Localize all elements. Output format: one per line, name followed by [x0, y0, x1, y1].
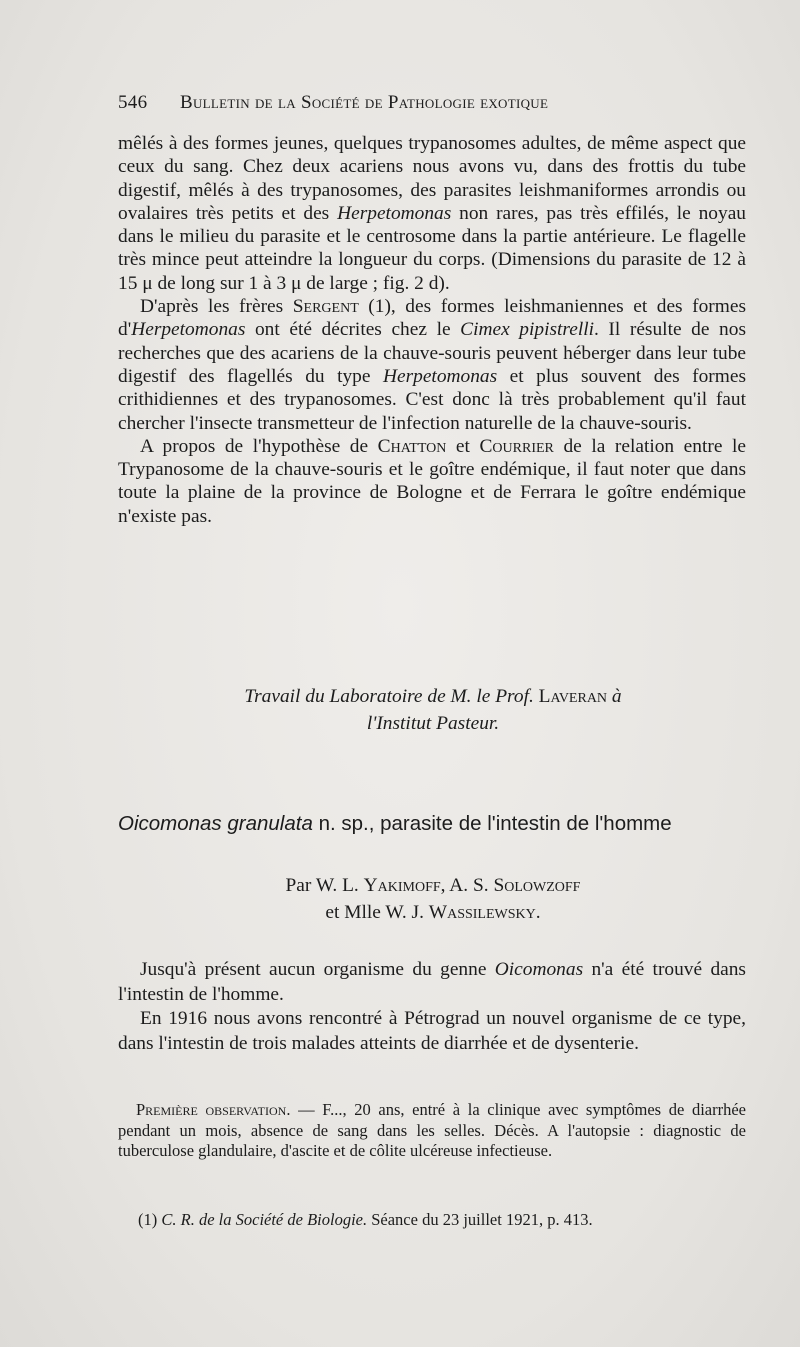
paragraph-5: En 1916 nous avons rencontré à Pétrograd un nouvel organisme de ce type, dans l'intestin de trois malades atteints de diarrhée et de dysenterie.: [118, 1008, 746, 1054]
paragraph-2: D'après les frères Sergent (1), des formes leishmaniennes et des formes d'Herpetomonas ont été décrites chez le Cimex pipistrelli. Il résulte de nos recherches que des acariens de la chauve-souris peuvent héberger dans leur tube digestif des flagellés du type Herpetomonas et plus souvent des formes crithidiennes et des trypanosomes. C'est donc là très probablement qu'il faut chercher l'insecte transmetteur de l'infection naturelle de la chauve-souris.: [118, 296, 746, 434]
footnote: (1) C. R. de la Société de Biologie. Séance du 23 juillet 1921, p. 413.: [138, 1210, 593, 1229]
author-ref-chatton: Chatton: [377, 435, 447, 457]
paragraph-4: Jusqu'à présent aucun organisme du genne Oicomonas n'a été trouvé dans l'intestin de l'homme.: [118, 959, 746, 1005]
running-title: Bulletin de la Société de Pathologie exotique: [180, 92, 549, 113]
article-authors: Par W. L. Yakimoff, A. S. Solowzoff et Mlle W. J. Wassilewsky.: [285, 875, 581, 923]
page-number: 546: [118, 92, 148, 113]
body-text-block: [118, 132, 746, 528]
running-header: [118, 92, 758, 114]
laboratory-signoff: Travail du Laboratoire de M. le Prof. Laveran à l'Institut Pasteur.: [244, 686, 622, 734]
author-ref-sergent: Sergent: [292, 296, 359, 318]
observation-label: Première observation.: [136, 1100, 291, 1119]
paragraph-3: A propos de l'hypothèse de Chatton et Courrier de la relation entre le Trypanosome de la chauve-souris et le goître endémique, il faut noter que dans toute la plaine de la province de Bologne et de Ferrara le goître endémique n'existe pas.: [118, 435, 746, 527]
article-body: [118, 958, 746, 1056]
observation-paragraph: Première observation. — F..., 20 ans, entré à la clinique avec symptômes de diarrhée pendant un mois, absence de sang dans les selles. Décès. A l'autopsie : diagnostic de tuberculose glandulaire, d'ascite et de côlite ulcéreuse infectieuse.: [118, 1100, 747, 1160]
author-ref-courrier: Courrier: [479, 435, 554, 457]
paragraph-1: mêlés à des formes jeunes, quelques trypanosomes adultes, de même aspect que ceux du sang. Chez deux acariens nous avons vu, dans des frottis du tube digestif, mêlés à des trypanosomes, des parasites leishmaniformes arrondis ou ovalaires très petits et des Herpetomonas non rares, pas très effilés, le noyau dans le milieu du parasite et le centrosome dans la partie antérieure. Le flagelle très mince peut atteindre la longueur du corps. (Dimensions du parasite de 12 à 15 μ de long sur 1 à 3 μ de large ; fig. 2 d).: [118, 133, 747, 294]
article-title: Oicomonas granulata n. sp., parasite de l'intestin de l'homme: [118, 812, 672, 835]
